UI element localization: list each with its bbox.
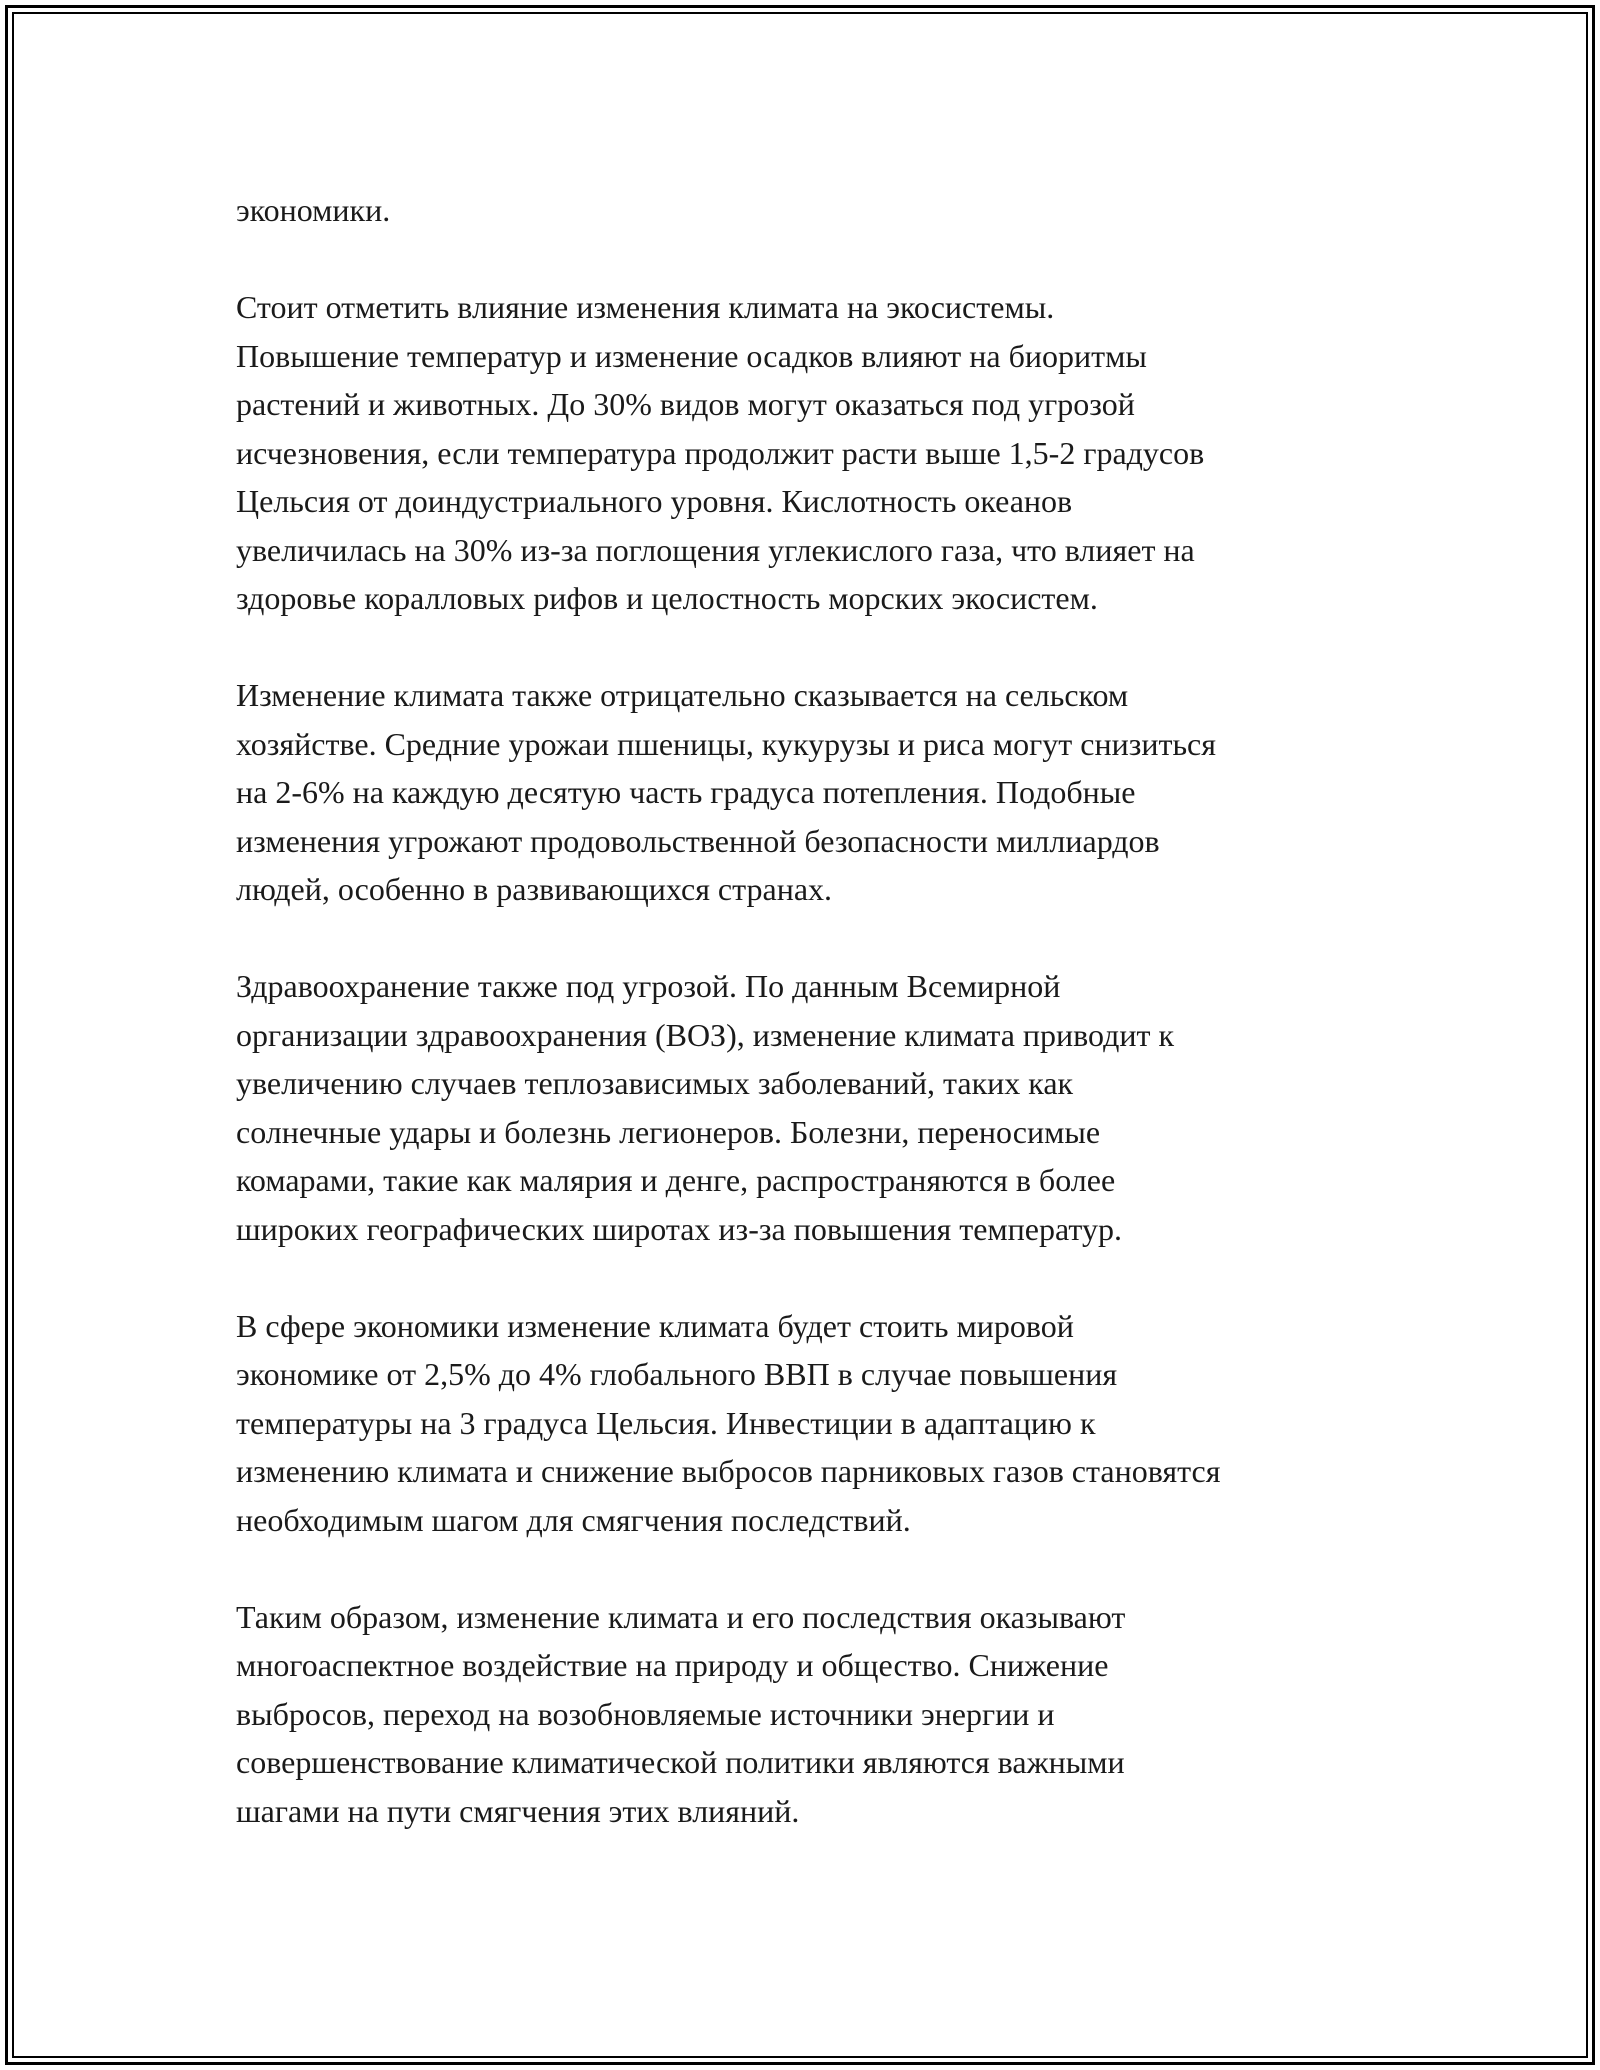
text-line: Изменение климата также отрицательно сказывается на сельском (236, 677, 1129, 713)
text-line: В сфере экономики изменение климата будет стоить мировой (236, 1307, 1074, 1344)
text-line: солнечные удары и болезнь легионеров. Болезни, переносимые (236, 1113, 1101, 1150)
text-line: на 2-6% на каждую десятую часть градуса потепления. Подобные (236, 774, 1136, 810)
text-line: изменения угрожают продовольственной безопасности миллиардов (236, 822, 1160, 859)
text-line: увеличилась на 30% из-за поглощения углекислого газа, что влияет на (236, 531, 1195, 568)
text-line: совершенствование климатической политики являются важными (236, 1744, 1125, 1780)
text-line: Здравоохранение также под угрозой. По данным Всемирной (236, 968, 1061, 1004)
text-line: многоаспектное воздействие на природу и общество. Снижение (236, 1647, 1109, 1683)
text-line: Стоит отметить влияние изменения климата на экосистемы. (236, 289, 1055, 325)
text-line: экономике от 2,5% до 4% глобального ВВП в случае повышения (236, 1356, 1118, 1392)
text-line: экономики. (236, 192, 391, 228)
text-line: растений и животных. До 30% видов могут оказаться под угрозой (236, 386, 1135, 422)
paragraph-healthcare (236, 962, 1396, 1253)
paragraph-economy (236, 1302, 1396, 1545)
text-line: Повышение температур и изменение осадков влияют на биоритмы (236, 337, 1147, 374)
paragraph-ecosystems (236, 283, 1396, 623)
text-line: Цельсия от доиндустриального уровня. Кислотность океанов (236, 483, 1073, 519)
paragraph-conclusion (236, 1593, 1396, 1836)
text-line: изменению климата и снижение выбросов парниковых газов становятся (236, 1453, 1221, 1489)
paragraph-continuation (236, 186, 1396, 235)
text-line: здоровье коралловых рифов и целостность морских экосистем. (236, 580, 1098, 616)
text-line: хозяйстве. Средние урожаи пшеницы, кукурузы и риса могут снизиться (236, 725, 1216, 762)
text-line: исчезновения, если температура продолжит расти выше 1,5-2 градусов (236, 434, 1205, 471)
text-line: увеличению случаев теплозависимых заболеваний, таких как (236, 1065, 1074, 1101)
text-line: необходимым шагом для смягчения последствий. (236, 1501, 911, 1538)
text-line: комарами, такие как малярия и денге, распространяются в более (236, 1162, 1116, 1198)
paragraph-agriculture (236, 671, 1396, 914)
text-line: Таким образом, изменение климата и его последствия оказывают (236, 1598, 1126, 1635)
document-body (236, 186, 1396, 1884)
text-line: выбросов, переход на возобновляемые источники энергии и (236, 1695, 1055, 1732)
text-line: широких географических широтах из-за повышения температур. (236, 1210, 1122, 1247)
text-line: людей, особенно в развивающихся странах. (236, 871, 833, 907)
text-line: организации здравоохранения (ВОЗ), изменение климата приводит к (236, 1016, 1175, 1053)
text-line: температуры на 3 градуса Цельсия. Инвестиции в адаптацию к (236, 1404, 1096, 1441)
text-line: шагами на пути смягчения этих влияний. (236, 1792, 800, 1829)
